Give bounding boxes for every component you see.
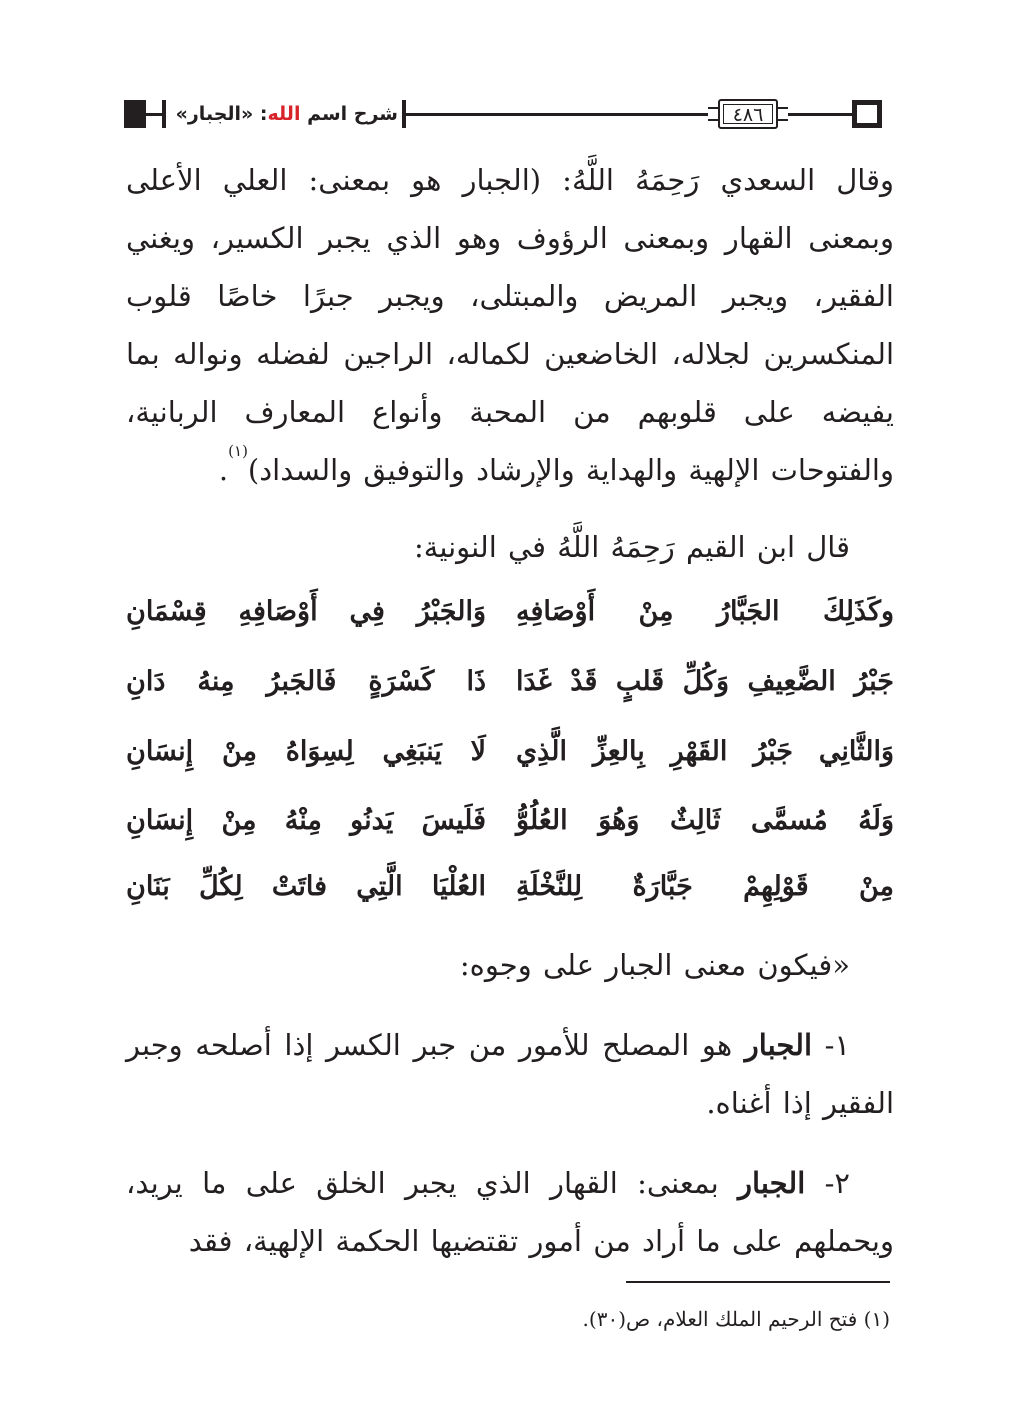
page-header <box>0 0 1015 140</box>
line-after-poem: «فيكون معنى الجبار على وجوه: <box>459 948 850 982</box>
list-item-2: ٢- الجبار بمعنى: القهار الذي يجبر الخلق على ما يريد، ويحملهم على ما أراد من أمور تقتضيها الحكمة الإلهية، فقد <box>126 1166 894 1258</box>
header-rule <box>788 113 852 116</box>
header-ornament-right <box>852 100 882 128</box>
verse-first-hemistich: وكَذَلِكَ الجَبَّارُ مِنْ أَوْصَافِهِ <box>516 596 894 627</box>
footnote: (١) فتح الرحيم الملك العلام، ص(٣٠). <box>582 1307 890 1331</box>
header-bar <box>162 100 166 128</box>
poem-verse <box>126 657 894 707</box>
poem-verse <box>126 796 894 846</box>
footnote-ref: (١) <box>228 442 248 460</box>
verse-second-hemistich: وَالجَبْرُ فِي أَوْصَافِهِ قِسْمَانِ <box>126 596 486 627</box>
header-ornament-left <box>124 100 146 128</box>
header-rule <box>146 113 162 116</box>
intro-line: قال ابن القيم رَحِمَهُ اللَّهُ في النونية: <box>414 530 850 564</box>
verse-first-hemistich: جَبْرُ الضَّعِيفِ وَكُلِّ قَلبٍ قَدْ غَدَا <box>516 666 894 697</box>
verse-second-hemistich: لَا يَنبَغِي لِسِوَاهُ مِنْ إِنسَانِ <box>126 736 486 767</box>
verse-first-hemistich: وَلَهُ مُسمَّى ثَالِثٌ وَهُوَ العُلُوُّ <box>516 805 894 836</box>
verse-second-hemistich: ذَا كَسْرَةٍ فَالجَبرُ مِنهُ دَانِ <box>126 666 486 697</box>
header-title: شرح اسم الله: «الجبار» <box>175 103 398 125</box>
verse-second-hemistich: فَلَيسَ يَدنُو مِنْهُ مِنْ إِنسَانِ <box>126 805 486 836</box>
poem-verse <box>126 862 894 912</box>
verse-second-hemistich: العُلْيَا الَّتِي فاتَتْ لِكُلِّ بَنَانِ <box>126 871 486 902</box>
verse-first-hemistich: مِنْ قَوْلِهِمْ جَبَّارَةٌ لِلنَّخْلَةِ <box>516 871 894 902</box>
term-jabbar: الجبار <box>738 1166 806 1200</box>
paragraph-saadi: وقال السعدي رَحِمَهُ اللَّهُ: (الجبار هو بمعنى: العلي الأعلى وبمعنى القهار وبمعنى الرؤوف وهو الذي يجبر الكسير، ويغني الفقير، ويجبر المريض والمبتلى، ويجبر جبرًا خاصًا قلوب المنكسرين لجلاله، الخاضعين لكماله، الراجين لفضله ونواله بما يفيضه على قلوبهم من المحبة وأنواع المعارف الربانية، والفتوحات الإلهية والهداية والإرشاد والتوفيق والسداد)$^{(١)}$. <box>126 163 894 487</box>
page-number: ٤٨٦ <box>723 104 773 124</box>
header-rule <box>406 113 708 116</box>
page-number-ornament <box>708 103 718 125</box>
page-number-ornament <box>778 103 788 125</box>
list-item-1: ١- الجبار هو المصلح للأمور من جبر الكسر إذا أصلحه وجبر الفقير إذا أغناه. <box>126 1028 894 1120</box>
footnote-separator <box>626 1281 890 1283</box>
page-number-frame <box>718 99 778 129</box>
term-jabbar: الجبار <box>744 1028 813 1062</box>
poem-verse <box>126 587 894 637</box>
poem-verse <box>126 727 894 777</box>
verse-first-hemistich: وَالثَّانِي جَبْرُ القَهْرِ بِالعِزِّ الَّذِي <box>516 736 894 767</box>
